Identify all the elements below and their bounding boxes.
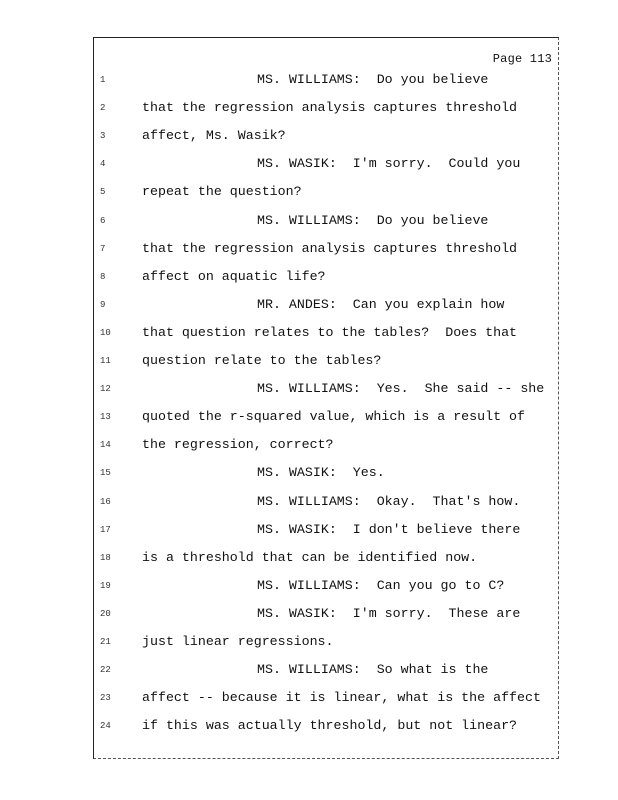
transcript-line-text: that the regression analysis captures threshold	[142, 241, 518, 256]
line-number: 11	[100, 356, 111, 366]
line-number: 15	[100, 468, 111, 478]
transcript-line-text: MS. WILLIAMS: Yes. She said -- she	[257, 381, 545, 396]
line-number: 4	[100, 159, 106, 169]
transcript-line-text: MS. WASIK: Yes.	[257, 465, 385, 480]
transcript-line-text: MS. WILLIAMS: Do you believe	[257, 213, 489, 228]
line-number: 21	[100, 637, 111, 647]
transcript-line-text: MS. WILLIAMS: Do you believe	[257, 72, 489, 87]
line-number: 12	[100, 384, 111, 394]
line-number: 20	[100, 609, 111, 619]
transcript-line-text: that question relates to the tables? Does that	[142, 325, 518, 340]
line-number: 14	[100, 440, 111, 450]
transcript-line-text: affect -- because it is linear, what is the affect	[142, 690, 541, 705]
line-number: 8	[100, 272, 106, 282]
line-number: 1	[100, 75, 106, 85]
transcript-line-text: the regression, correct?	[142, 437, 334, 452]
transcript-line-text: affect, Ms. Wasik?	[142, 128, 286, 143]
line-number: 16	[100, 497, 111, 507]
line-number: 6	[100, 216, 106, 226]
transcript-line-text: MS. WASIK: I don't believe there	[257, 522, 521, 537]
transcript-line-text: question relate to the tables?	[142, 353, 382, 368]
transcript-line-text: MS. WILLIAMS: Okay. That's how.	[257, 494, 521, 509]
line-number: 19	[100, 581, 111, 591]
transcript-line-text: MS. WILLIAMS: Can you go to C?	[257, 578, 505, 593]
transcript-line-text: MS. WASIK: I'm sorry. Could you	[257, 156, 521, 171]
transcript-line-text: if this was actually threshold, but not linear?	[142, 718, 518, 733]
line-number: 3	[100, 131, 106, 141]
transcript-line-text: MS. WASIK: I'm sorry. These are	[257, 606, 521, 621]
transcript-line-text: repeat the question?	[142, 184, 302, 199]
line-number: 13	[100, 412, 111, 422]
transcript-line-text: that the regression analysis captures threshold	[142, 100, 518, 115]
transcript-line-text: MR. ANDES: Can you explain how	[257, 297, 505, 312]
line-number: 22	[100, 665, 111, 675]
line-number: 17	[100, 525, 111, 535]
line-number: 10	[100, 328, 111, 338]
line-number: 7	[100, 244, 106, 254]
line-number: 24	[100, 721, 111, 731]
transcript-line-text: just linear regressions.	[142, 634, 334, 649]
page-number: Page 113	[492, 52, 552, 66]
transcript-line-text: is a threshold that can be identified now.	[142, 550, 478, 565]
line-number: 18	[100, 553, 111, 563]
line-number: 2	[100, 103, 106, 113]
line-number: 9	[100, 300, 106, 310]
transcript-line-text: affect on aquatic life?	[142, 269, 326, 284]
line-number: 23	[100, 693, 111, 703]
line-number: 5	[100, 187, 106, 197]
transcript-line-text: quoted the r-squared value, which is a result of	[142, 409, 526, 424]
transcript-line-text: MS. WILLIAMS: So what is the	[257, 662, 489, 677]
